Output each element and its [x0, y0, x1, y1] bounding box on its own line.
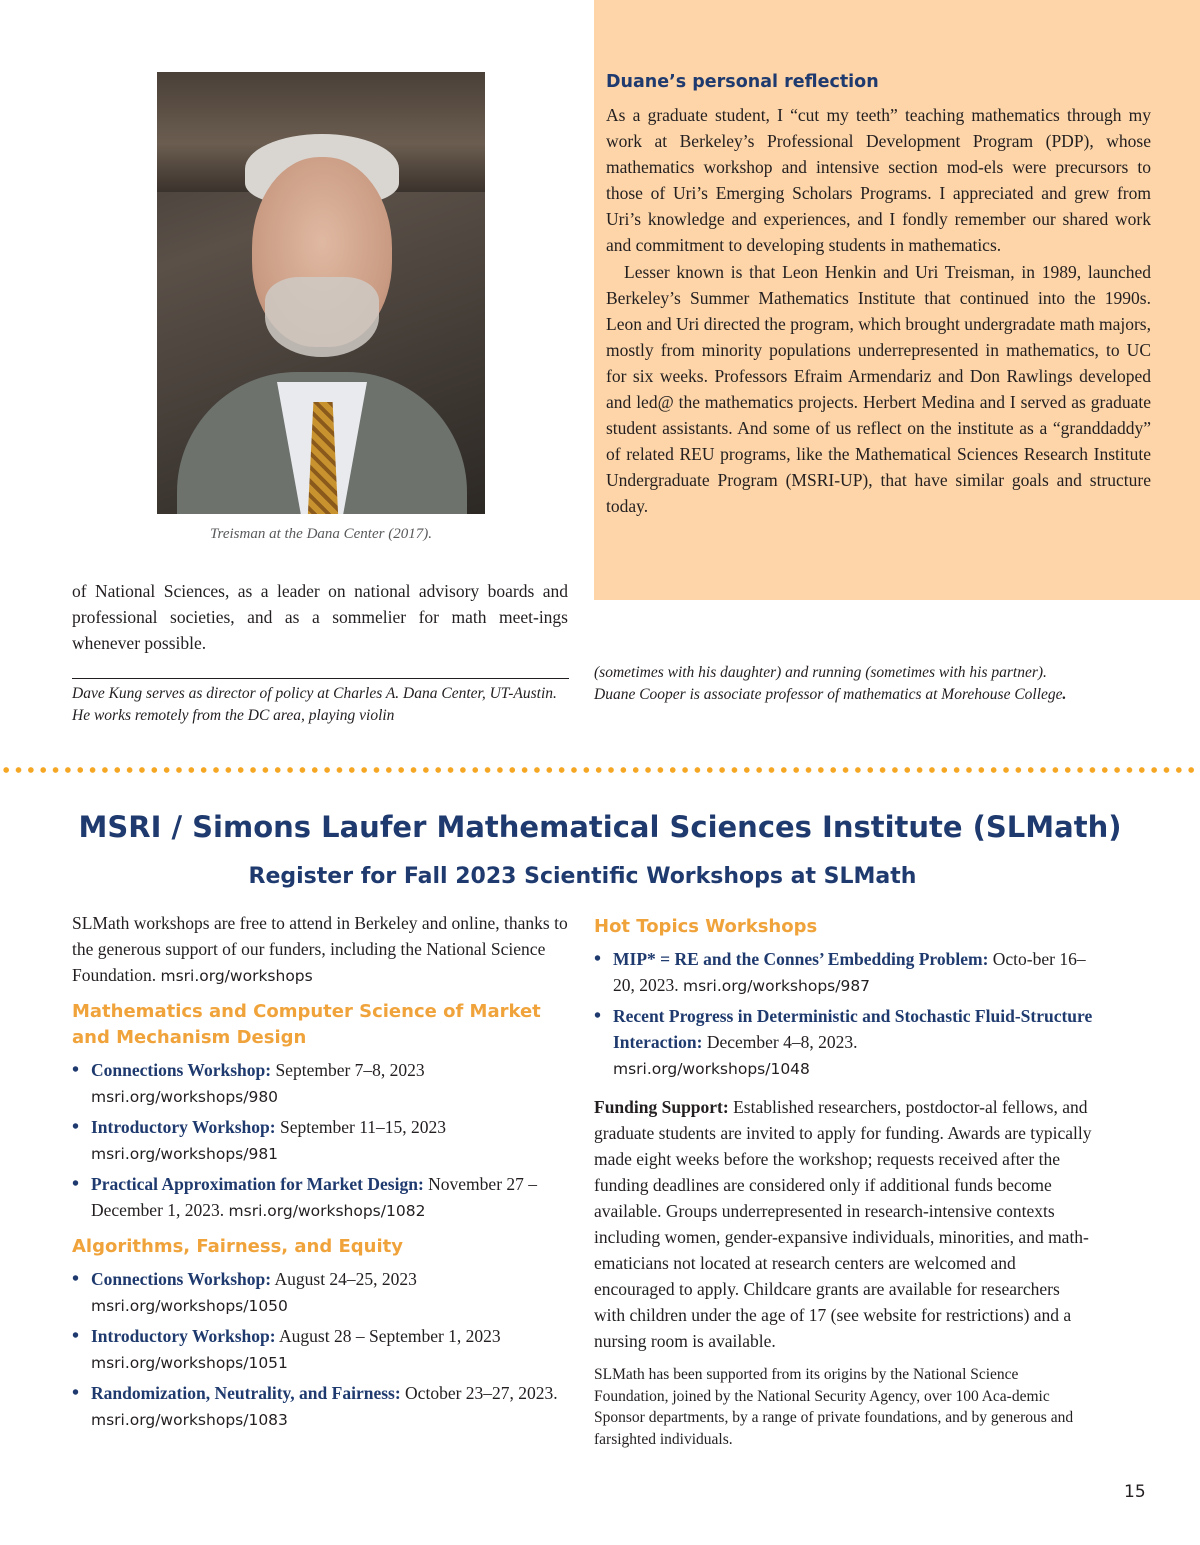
item-date: October 23–27, 2023.: [405, 1383, 558, 1403]
item-date: September 7–8, 2023: [275, 1060, 425, 1080]
author-bio-right: [594, 662, 1091, 706]
section-heading: Mathematics and Computer Science of Market and Mechanism Design: [72, 1001, 541, 1048]
item-label: Introductory Workshop:: [91, 1117, 276, 1137]
sidebar-paragraph: Lesser known is that Leon Henkin and Uri Treisman, in 1989, launched Berkeley’s Summer Mathematics Institute that continued into the 1990s. Leon and Uri directed the program, which brought undergradate math majors, mostly from minority populations underrepresented in mathematics, to UC for six weeks. Professors Efraim Armendariz and Don Rawlings developed and led@ the mathematics projects. Herbert Medina and I served as graduate student assistants. And some of us reflect on the institute as a “granddaddy” of related REU programs, like the Mathematical Sciences Research Institute Undergraduate Program (MSRI-UP), that have similar goals and structure today.: [606, 261, 1151, 517]
section-subtitle: Register for Fall 2023 Scientific Workshops at SLMath: [248, 864, 917, 889]
list-item: [594, 1003, 1094, 1082]
item-label: MIP* = RE and the Connes’ Embedding Problem:: [613, 949, 989, 969]
item-label: Connections Workshop:: [91, 1060, 272, 1080]
author-bio-left: Dave Kung serves as director of policy at Charles A. Dana Center, UT-Austin. He works remotely from the DC area, playing violin: [72, 685, 557, 724]
section-title: MSRI / Simons Laufer Mathematical Sciences Institute (SLMath): [78, 810, 1122, 844]
item-date: December 4–8, 2023.: [706, 1032, 858, 1052]
workshop-link[interactable]: msri.org/workshops/1050: [91, 1297, 288, 1315]
page-number: 15: [1124, 1482, 1146, 1502]
funding-label: Funding Support:: [594, 1097, 729, 1117]
intro-text: [72, 910, 568, 989]
divider-rule: [72, 678, 569, 679]
list-item: [72, 1266, 568, 1319]
list-item: [72, 1057, 568, 1110]
left-column: [72, 910, 568, 1437]
item-date: September 11–15, 2023: [279, 1117, 447, 1137]
section-heading: Algorithms, Fairness, and Equity: [72, 1236, 403, 1257]
dotted-separator: [0, 764, 1200, 776]
workshop-link[interactable]: msri.org/workshops/1083: [91, 1411, 288, 1429]
portrait-photo: [157, 72, 485, 514]
workshop-link[interactable]: msri.org/workshops/980: [91, 1088, 279, 1106]
funding-paragraph: [594, 1094, 1094, 1354]
item-date: August 28 – September 1, 2023: [279, 1326, 501, 1346]
item-label: Connections Workshop:: [91, 1269, 272, 1289]
workshop-link[interactable]: msri.org/workshops/1051: [91, 1354, 288, 1372]
workshop-link[interactable]: msri.org/workshops/981: [91, 1145, 279, 1163]
item-label: Recent Progress in Deterministic and Stochastic Fluid-Structure Interaction:: [613, 1006, 1093, 1052]
item-label: Practical Approximation for Market Design:: [91, 1174, 424, 1194]
workshop-list: [72, 1266, 568, 1433]
support-note: SLMath has been supported from its origins by the National Science Foundation, joined by the National Security Agency, over 100 Aca-demic Sponsor departments, by a range of private foundations, and by generous and farsighted individuals.: [594, 1366, 1074, 1448]
photo-caption: Treisman at the Dana Center (2017).: [210, 526, 432, 542]
intro-body: SLMath workshops are free to attend in Berkeley and online, thanks to the generous support of our funders, including the National Science Foundation.: [72, 913, 568, 985]
workshop-link[interactable]: msri.org/workshops/1082: [228, 1202, 426, 1220]
list-item: [72, 1323, 568, 1376]
list-item: [72, 1171, 568, 1224]
item-date: November 27 – December 1, 2023.: [91, 1174, 538, 1220]
author-bio-period: .: [1062, 686, 1067, 703]
sidebar-title: Duane’s personal reflection: [606, 72, 879, 92]
list-item: [72, 1114, 568, 1167]
list-item: [594, 946, 1094, 999]
article-text-end: of National Sciences, as a leader on national advisory boards and professional societies, and as a sommelier for math meet-ings whenever possible.: [72, 581, 568, 653]
workshop-link[interactable]: msri.org/workshops/1048: [613, 1060, 810, 1078]
sidebar-paragraph: As a graduate student, I “cut my teeth” teaching mathematics through my work at Berkeley’s Professional Development Program (PDP), whose mathematics workshop and intensive section mod-els were precursors to those of Uri’s Emerging Scholars Programs. I appreciated and grew from Uri’s knowledge and experiences, and I fondly remember our shared work and commitment to developing students in mathematics.: [606, 105, 1151, 256]
workshop-link[interactable]: msri.org/workshops/987: [683, 977, 871, 995]
section-heading: Hot Topics Workshops: [594, 916, 818, 937]
funding-text: Established researchers, postdoctor-al fellows, and graduate students are invited to apply for funding. Awards are typically made eight weeks before the workshop; requests received after the funding deadlines are considered only if additional funds become available. Groups underrepresented in research-intensive contexts including women, gender-expansive individuals, minorities, and math-ematicians not located at research centers are welcomed and encouraged to apply. Childcare grants are available for researchers with children under the age of 17 (see website for restrictions) and a nursing room is available.: [594, 1097, 1092, 1351]
funding-block: [594, 1094, 1094, 1450]
list-item: [72, 1380, 568, 1433]
item-label: Randomization, Neutrality, and Fairness:: [91, 1383, 401, 1403]
author-bio-text: (sometimes with his daughter) and running (sometimes with his partner). Duane Cooper is associate professor of mathematics at Morehouse College: [594, 664, 1063, 703]
item-date: Octo-ber 16–20, 2023.: [613, 949, 1086, 995]
workshops-link[interactable]: msri.org/workshops: [160, 967, 313, 985]
workshop-list: [594, 946, 1094, 1082]
sidebar-body: [606, 102, 1151, 520]
item-label: Introductory Workshop:: [91, 1326, 276, 1346]
workshop-list: [72, 1057, 568, 1224]
right-column: [594, 914, 1094, 1450]
item-date: August 24–25, 2023: [274, 1269, 417, 1289]
